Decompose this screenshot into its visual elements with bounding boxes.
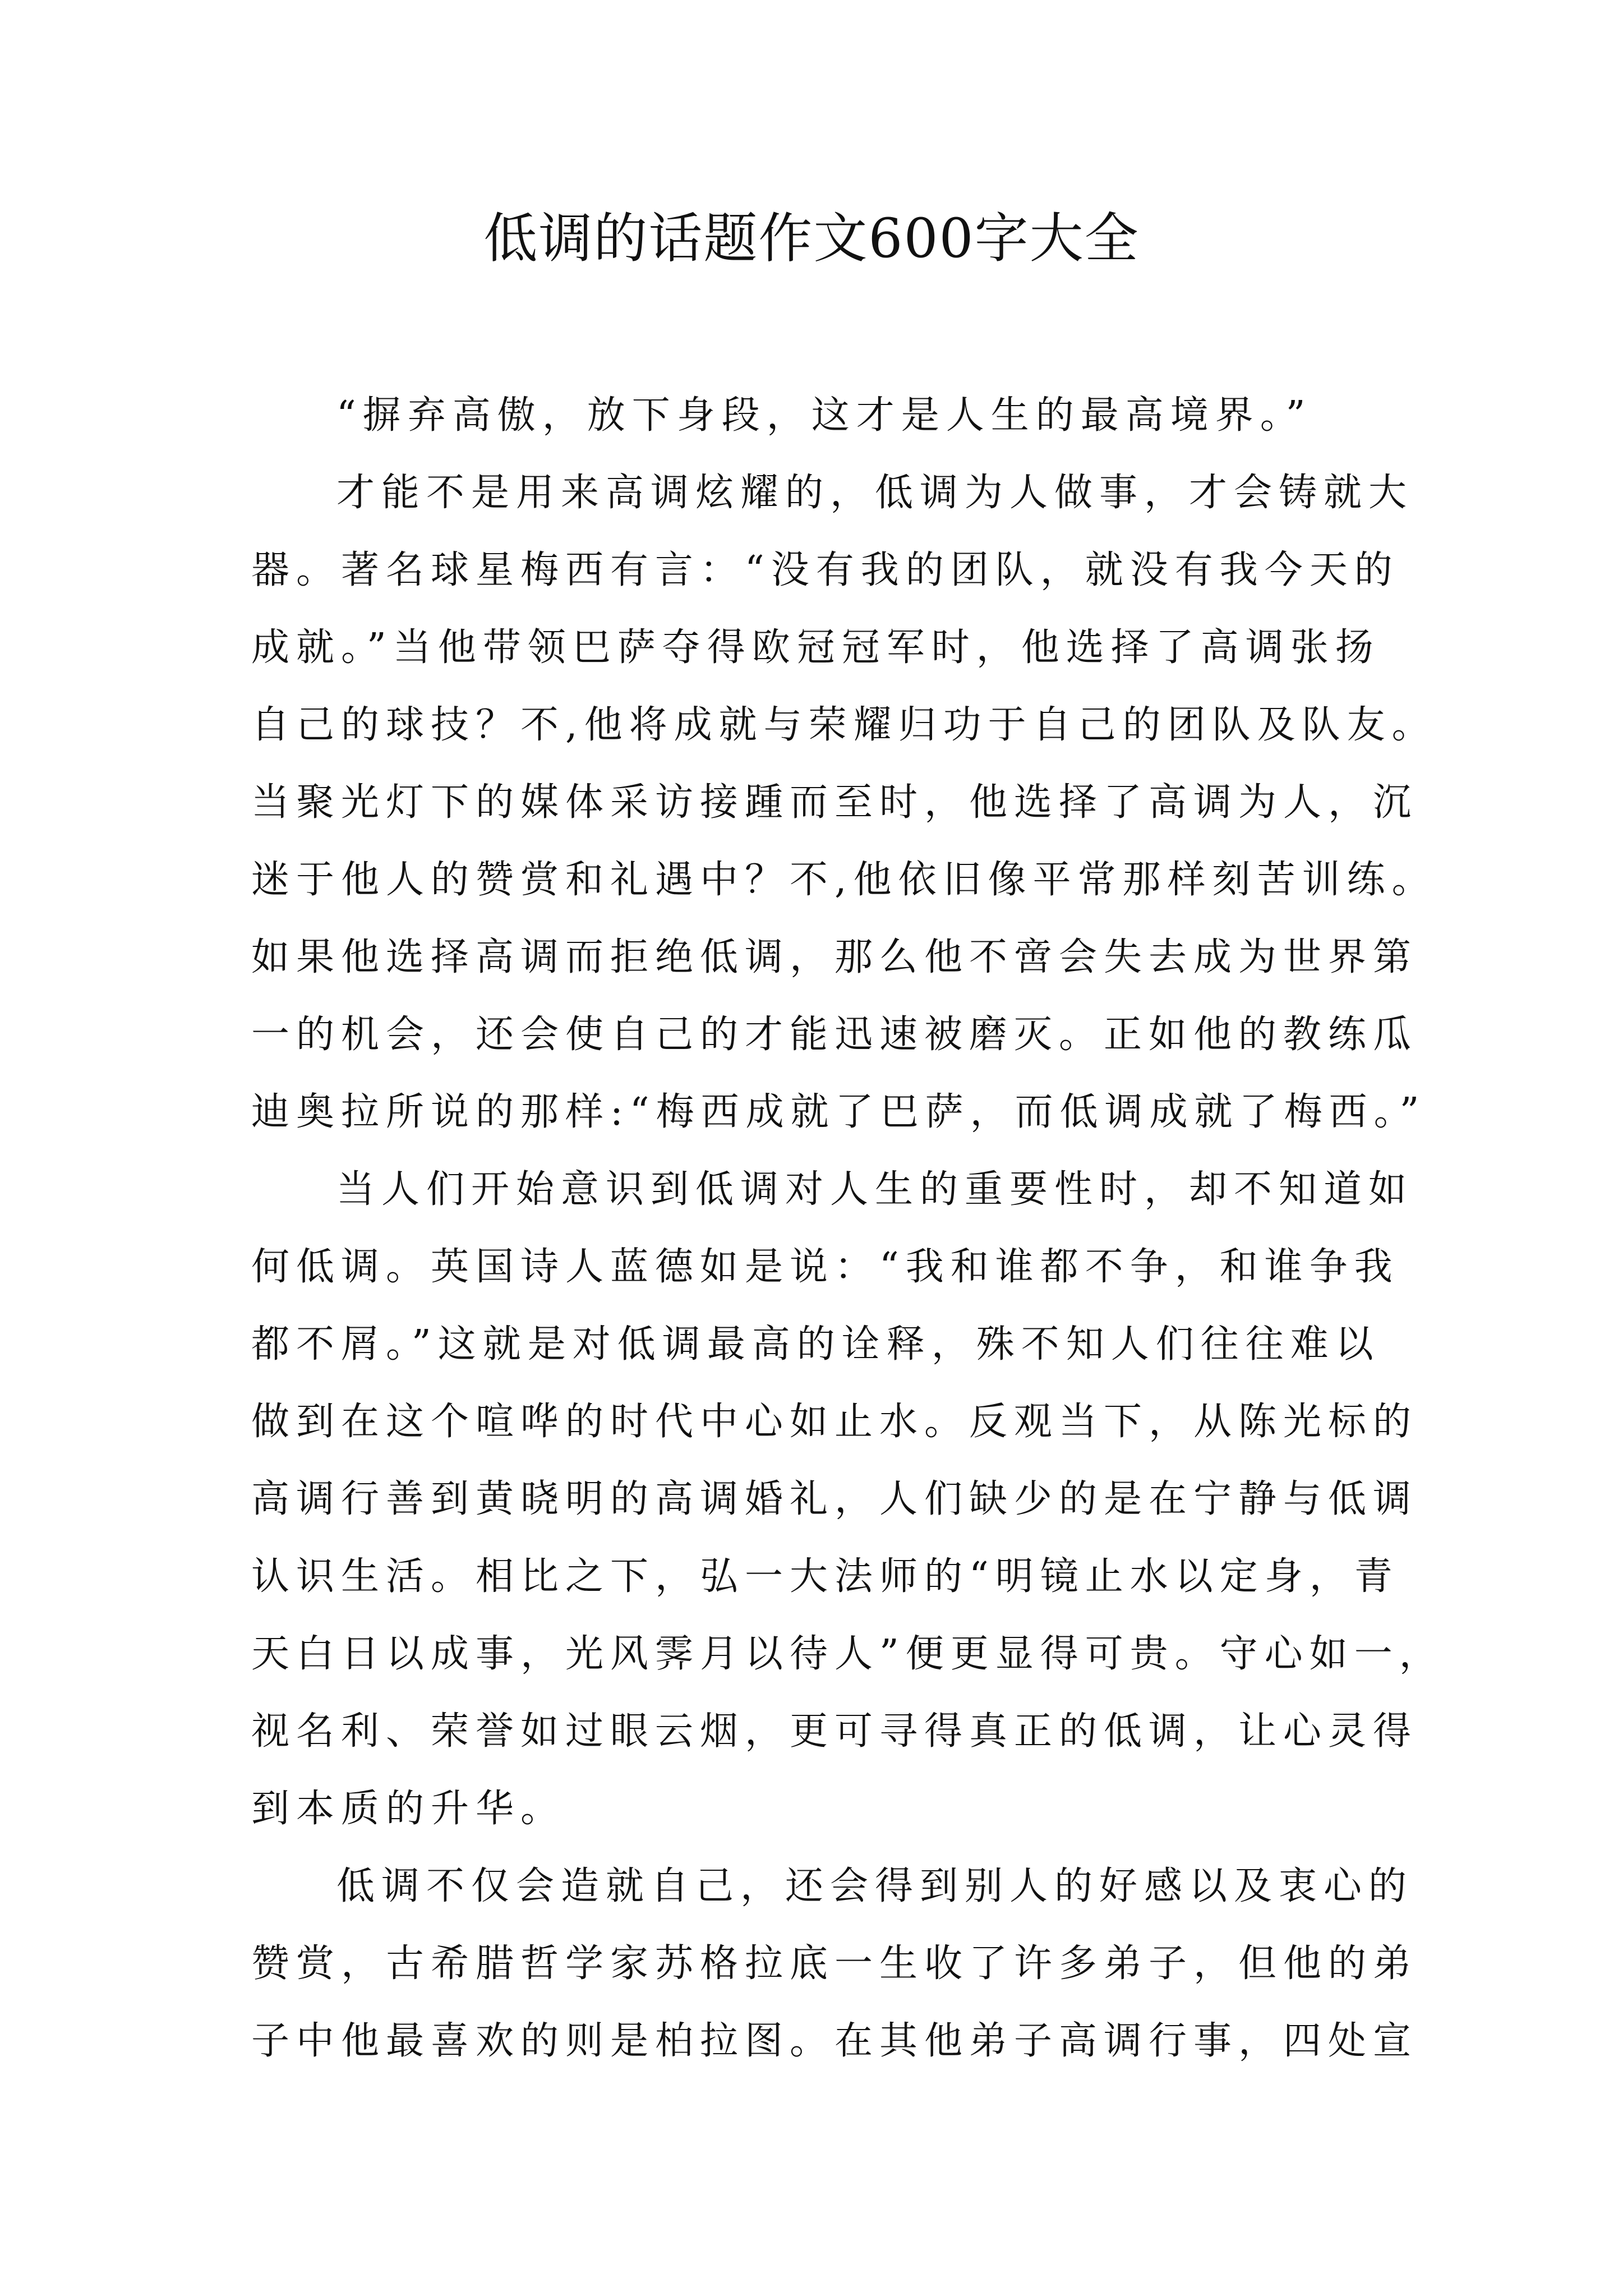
text-line: 天白日以成事，光风霁月以待人”便更显得可贵。守心如一， bbox=[251, 1632, 1444, 1676]
text-line: 都不屑。”这就是对低调最高的诠释，殊不知人们往往难以 bbox=[251, 1322, 1380, 1366]
document-title: 低调的话题作文600字大全 bbox=[483, 207, 1140, 270]
text-line: 当人们开始意识到低调对人生的重要性时，却不知道如 bbox=[336, 1167, 1414, 1212]
text-line: 迪奥拉所说的那样:“梅西成就了巴萨，而低调成就了梅西。” bbox=[251, 1090, 1426, 1134]
text-line: 子中他最喜欢的则是柏拉图。在其他弟子高调行事，四处宣 bbox=[251, 2019, 1418, 2063]
text-line: 才能不是用来高调炫耀的，低调为人做事，才会铸就大 bbox=[336, 471, 1414, 515]
text-line: 低调不仅会造就自己，还会得到别人的好感以及衷心的 bbox=[336, 1864, 1414, 1908]
text-line: 做到在这个喧哗的时代中心如止水。反观当下，从陈光标的 bbox=[251, 1400, 1418, 1444]
text-line: 赞赏，古希腊哲学家苏格拉底一生收了许多弟子，但他的弟 bbox=[251, 1941, 1418, 1986]
text-line: 视名利、荣誉如过眼云烟，更可寻得真正的低调，让心灵得 bbox=[251, 1709, 1418, 1754]
text-line: 认识生活。相比之下，弘一大法师的“明镜止水以定身，青 bbox=[251, 1554, 1399, 1599]
text-line: 器。著名球星梅西有言：“没有我的团队，就没有我今天的 bbox=[251, 548, 1399, 592]
document-body bbox=[251, 377, 1444, 2080]
text-line: 如果他选择高调而拒绝低调，那么他不啻会失去成为世界第 bbox=[251, 935, 1418, 979]
text-line: 自己的球技？不,他将成就与荣耀归功于自己的团队及队友。 bbox=[251, 703, 1437, 747]
text-line: 到本质的升华。 bbox=[251, 1787, 566, 1831]
text-line: “摒弃高傲，放下身段，这才是人生的最高境界。” bbox=[336, 393, 1312, 438]
text-line: 成就。”当他带领巴萨夺得欧冠冠军时，他选择了高调张扬 bbox=[251, 625, 1380, 670]
text-line: 高调行善到黄晓明的高调婚礼，人们缺少的是在宁静与低调 bbox=[251, 1477, 1418, 1521]
text-line: 一的机会，还会使自己的才能迅速被磨灭。正如他的教练瓜 bbox=[251, 1013, 1418, 1057]
text-line: 何低调。英国诗人蓝德如是说：“我和谁都不争，和谁争我 bbox=[251, 1245, 1399, 1289]
text-line: 当聚光灯下的媒体采访接踵而至时，他选择了高调为人，沉 bbox=[251, 780, 1418, 825]
text-line: 迷于他人的赞赏和礼遇中？不,他依旧像平常那样刻苦训练。 bbox=[251, 858, 1437, 902]
